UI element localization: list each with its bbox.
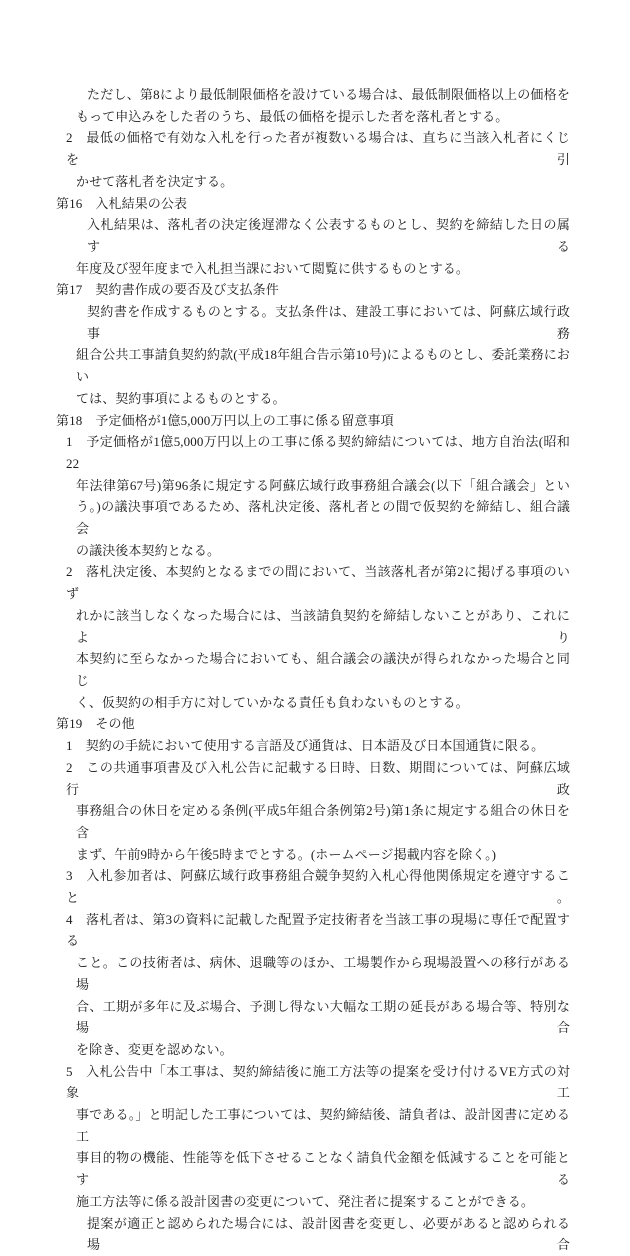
numbered-item-line: 2 落札決定後、本契約となるまでの間において、当該落札者が第2に掲げる事項のいず [66,564,570,602]
text-line: 合、工期が多年に及ぶ場合、予測し得ない大幅な工期の延長がある場合等、特別な場合 [76,998,570,1036]
text-line: う。)の議決事項であるため、落札決定後、落札者との間で仮契約を締結し、組合議会 [76,499,570,537]
text-line: こと。この技術者は、病休、退職等のほか、工場製作から現場設置への移行がある場 [76,955,570,992]
section-heading-19: 第19 その他 [56,716,135,732]
text-line: 年度及び翌年度まで入札担当課において閲覧に供するものとする。 [76,260,470,276]
text-line: 提案が適正と認められた場合には、設計図書を変更し、必要があると認められる場合 [87,1215,570,1253]
text-line: 組合公共工事請負契約約款(平成18年組合告示第10号)によるものとし、委託業務におい [76,347,570,385]
text-line: 契約書を作成するものとする。支払条件は、建設工事においては、阿蘇広域行政事務 [87,304,570,341]
text-line: 本契約に至らなかった場合においても、組合議会の議決が得られなかった場合と同じ [76,651,570,688]
numbered-item-line: 2 最低の価格で有効な入札を行った者が複数いる場合は、直ちに当該入札者にくじを引 [66,130,570,168]
text-line: かせて落札者を決定する。 [76,173,234,189]
numbered-item-line: 2 この共通事項書及び入札公告に記載する日時、日数、期間については、阿蘇広域行政 [66,759,570,797]
text-line: 年法律第67号)第96条に規定する阿蘇広域行政事務組合議会(以下「組合議会」とい [76,477,570,493]
text-line: ては、契約事項によるものとする。 [76,390,286,406]
section-heading-17: 第17 契約書作成の要否及び支払条件 [56,282,279,298]
text-line: 入札結果は、落札者の決定後遅滞なく公表するものとし、契約を締結した日の属する [87,217,570,254]
text-line: まず、午前9時から午後5時までとする。(ホームページ掲載内容を除く。) [76,846,497,862]
numbered-item-line: 1 予定価格が1億5,000万円以上の工事に係る契約締結については、地方自治法(昭和22 [66,434,570,471]
text-line: を除き、変更を認めない。 [76,1041,233,1057]
text-line: 施工方法等に係る設計図書の変更について、発注者に提案することができる。 [76,1193,534,1209]
text-line: 事である。」と明記した工事については、契約締結後、請負者は、設計図書に定める工 [76,1107,570,1144]
text-line: れかに該当しなくなった場合には、当該請負契約を締結しないことがあり、これにより [76,607,570,645]
text-line: く、仮契約の相手方に対していかなる責任も負わないものとする。 [76,694,469,710]
numbered-item-line: 3 入札参加者は、阿蘇広域行政事務組合競争契約入札心得他関係規定を遵守すること。 [66,868,570,906]
text-line: もって申込みをした者のうち、最低の価格を提示した者を落札者とする。 [76,108,509,124]
numbered-item-line: 4 落札者は、第3の資料に記載した配置予定技術者を当該工事の現場に専任で配置する [66,911,570,949]
document-text-block [56,84,570,1256]
section-heading-18: 第18 予定価格が1億5,000万円以上の工事に係る留意事項 [56,412,394,428]
text-line: ただし、第8により最低制限価格を設けている場合は、最低制限価格以上の価格を [87,87,570,102]
numbered-item-line: 5 入札公告中「本工事は、契約締結後に施工方法等の提案を受け付けるVE方式の対象工 [66,1063,570,1101]
text-line: 事務組合の休日を定める条例(平成5年組合条例第2号)第1条に規定する組合の休日を含 [76,803,570,840]
section-heading-16: 第16 入札結果の公表 [56,195,188,211]
text-line: 事目的物の機能、性能等を低下させることなく請負代金額を低減することを可能とする [76,1150,570,1188]
numbered-item-line: 1 契約の手続において使用する言語及び通貨は、日本語及び日本国通貨に限る。 [66,738,545,754]
text-line: の議決後本契約となる。 [76,542,221,558]
